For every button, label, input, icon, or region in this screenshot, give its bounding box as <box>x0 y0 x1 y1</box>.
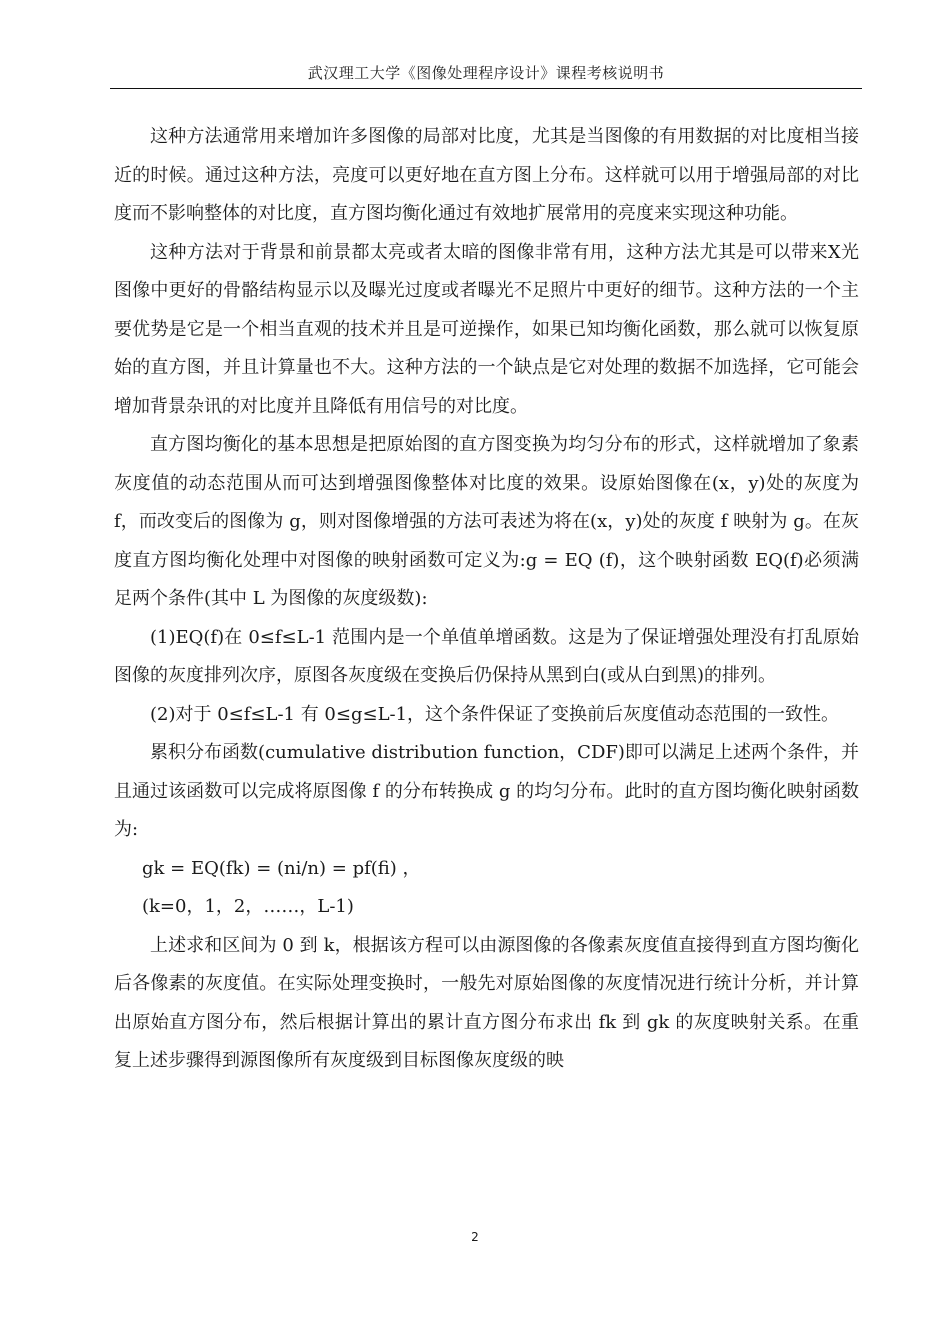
document-body <box>114 118 859 1081</box>
paragraph-cdf: 累积分布函数(cumulative distribution function，CDF)即可以满足上述两个条件，并且通过该函数可以完成将原图像 f 的分布转换成 g 的均匀分布。此时的直方图均衡化映射函数为: <box>114 742 859 840</box>
page-header: 武汉理工大学《图像处理程序设计》课程考核说明书 <box>307 64 665 82</box>
paragraph-2: 这种方法对于背景和前景都太亮或者太暗的图像非常有用，这种方法尤其是可以带来X光图像中更好的骨骼结构显示以及曝光过度或者曝光不足照片中更好的细节。这种方法的一个主要优势是它是一个相当直观的技术并且是可逆操作，如果已知均衡化函数，那么就可以恢复原始的直方图，并且计算量也不大。这种方法的一个缺点是它对处理的数据不加选择，它可能会增加背景杂讯的对比度并且降低有用信号的对比度。 <box>114 241 859 417</box>
paragraph-3: 直方图均衡化的基本思想是把原始图的直方图变换为均匀分布的形式，这样就增加了象素灰度值的动态范围从而可达到增强图像整体对比度的效果。设原始图像在(x，y)处的灰度为 f，而改变后的图像为 g，则对图像增强的方法可表述为将在(x，y)处的灰度 f 映射为 g。在灰度直方图均衡化处理中对图像的映射函数可定义为:g = EQ (f)，这个映射函数 EQ(f)必须满足两个条件(其中 L 为图像的灰度级数): <box>114 434 859 609</box>
paragraph-condition-1: (1)EQ(f)在 0≤f≤L-1 范围内是一个单值单增函数。这是为了保证增强处理没有打乱原始图像的灰度排列次序，原图各灰度级在变换后仍保持从黑到白(或从白到黑)的排列。 <box>114 626 859 686</box>
formula-mapping: gk = EQ(fk) = (ni/n) = pf(fi) ， <box>142 857 421 879</box>
paragraph-closing: 上述求和区间为 0 到 k，根据该方程可以由源图像的各像素灰度值直接得到直方图均衡化后各像素的灰度值。在实际处理变换时，一般先对原始图像的灰度情况进行统计分析，并计算出原始直方图分布，然后根据计算出的累计直方图分布求出 fk 到 gk 的灰度映射关系。在重复上述步骤得到源图像所有灰度级到目标图像灰度级的映 <box>114 934 859 1071</box>
paragraph-1: 这种方法通常用来增加许多图像的局部对比度，尤其是当图像的有用数据的对比度相当接近的时候。通过这种方法，亮度可以更好地在直方图上分布。这样就可以用于增强局部的对比度而不影响整体的对比度，直方图均衡化通过有效地扩展常用的亮度来实现这种功能。 <box>114 126 859 224</box>
formula-range: (k=0，1，2，……，L-1) <box>142 896 354 917</box>
paragraph-condition-2: (2)对于 0≤f≤L-1 有 0≤g≤L-1，这个条件保证了变换前后灰度值动态范围的一致性。 <box>150 703 840 725</box>
page-number: 2 <box>471 1230 479 1244</box>
header-divider <box>110 88 862 89</box>
